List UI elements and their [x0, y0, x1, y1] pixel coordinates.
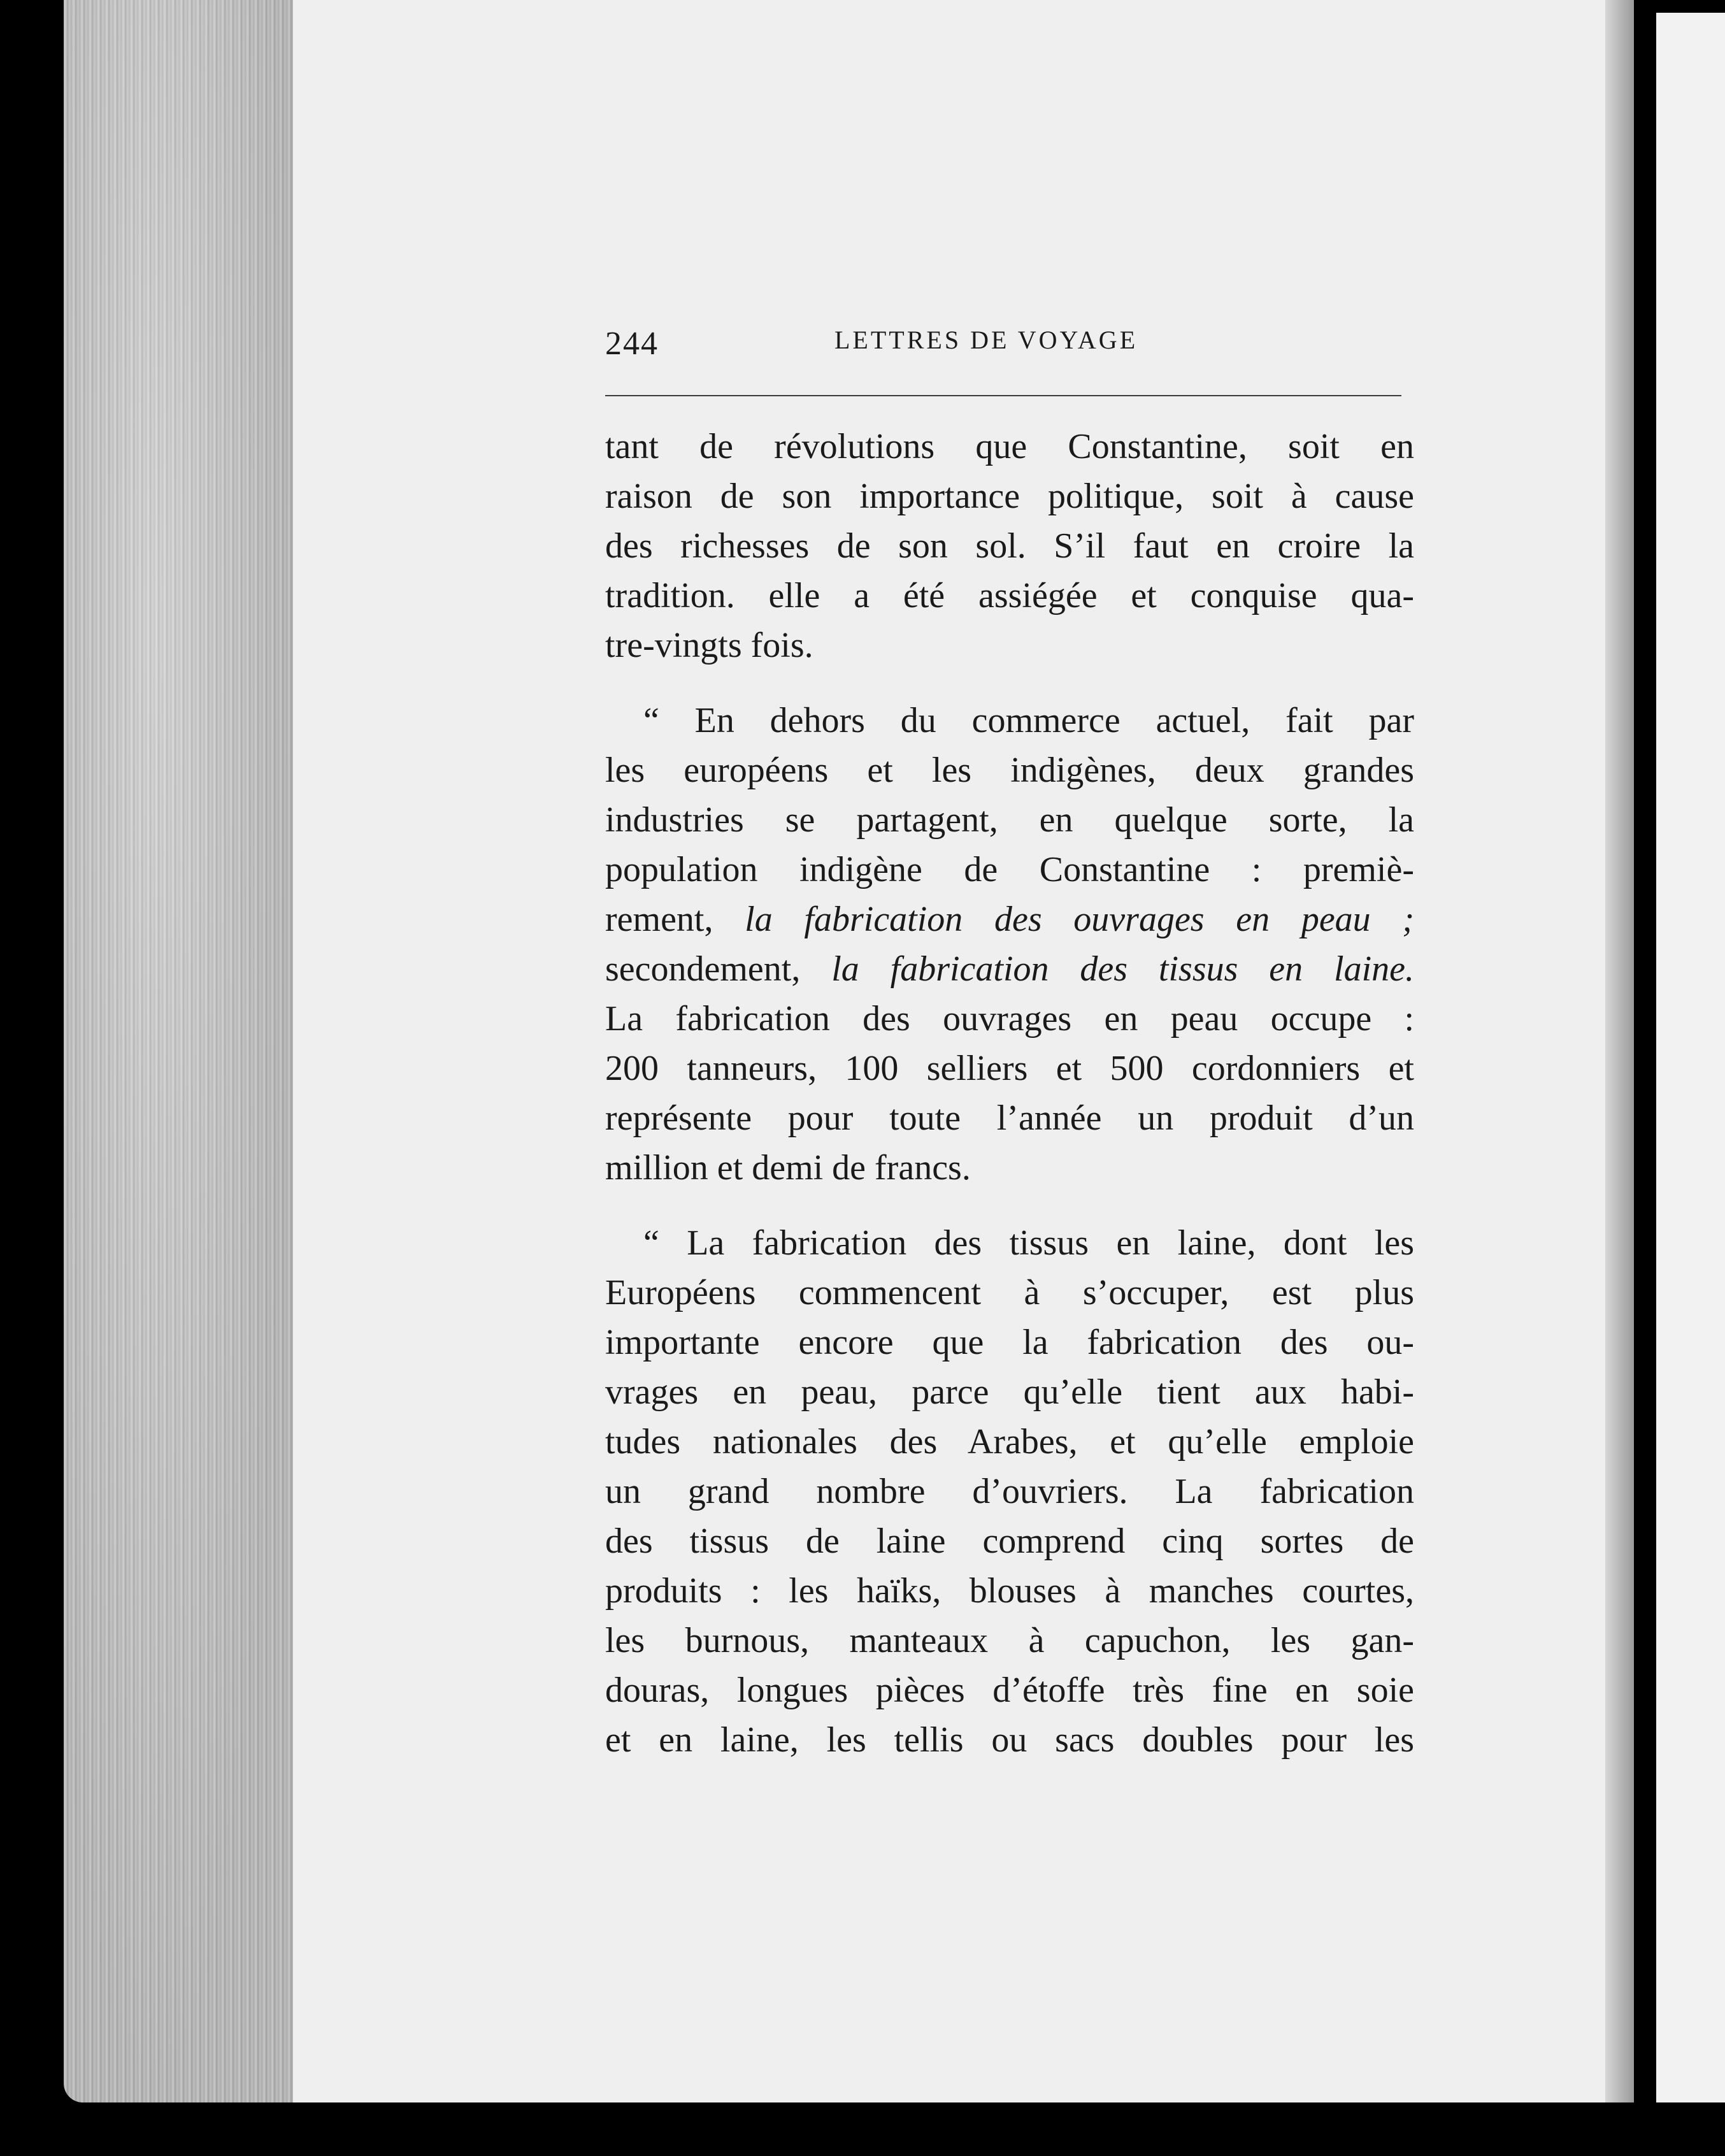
paragraph-3 — [605, 1218, 1414, 1765]
text-line: représente pour toute l’année un produit d’un — [605, 1098, 1414, 1138]
text-line: “ La fabrication des tissus en laine, dont les — [643, 1223, 1414, 1263]
text-line: 200 tanneurs, 100 selliers et 500 cordonniers et — [605, 1049, 1414, 1088]
text-line: importante encore que la fabrication des ou- — [605, 1323, 1414, 1362]
text-line-mixed — [605, 895, 1414, 944]
scan-border — [0, 2102, 1725, 2156]
text-line: population indigène de Constantine : premiè- — [605, 850, 1414, 889]
text-line-mixed — [605, 944, 1414, 994]
text-line: Européens commencent à s’occuper, est plus — [605, 1273, 1414, 1312]
italic-text: la fabrication des tissus en laine. — [831, 949, 1414, 989]
running-title: LETTRES DE VOYAGE — [834, 326, 1138, 354]
text-line: douras, longues pièces d’étoffe très fine en soie — [605, 1671, 1414, 1710]
text-line: million et demi de francs. — [605, 1148, 971, 1188]
text-line: les burnous, manteaux à capuchon, les gan- — [605, 1621, 1414, 1660]
text-line: tre-vingts fois. — [605, 626, 813, 665]
paragraph-1 — [605, 422, 1414, 670]
book-gutter — [1605, 0, 1634, 2102]
text-line: “ En dehors du commerce actuel, fait par — [643, 701, 1414, 740]
text-line: un grand nombre d’ouvriers. La fabrication — [605, 1472, 1414, 1511]
text-block — [605, 306, 1414, 1790]
text-line: et en laine, les tellis ou sacs doubles pour les — [605, 1720, 1414, 1760]
text-line: La fabrication des ouvrages en peau occupe : — [605, 999, 1414, 1038]
text-line: industries se partagent, en quelque sorte, la — [605, 800, 1414, 840]
text-line: tant de révolutions que Constantine, soit en — [605, 427, 1414, 466]
text-segment: secondement, — [605, 949, 832, 989]
page-edges — [64, 0, 293, 2102]
page-number: 244 — [605, 326, 659, 362]
text-segment: rement, — [605, 900, 745, 939]
text-line: des richesses de son sol. S’il faut en croire la — [605, 526, 1414, 566]
text-line: tradition. elle a été assiégée et conquise qua- — [605, 576, 1414, 615]
italic-text: la fabrication des ouvrages en peau ; — [745, 900, 1415, 939]
text-line: les européens et les indigènes, deux grandes — [605, 751, 1414, 790]
text-line: des tissus de laine comprend cinq sortes de — [605, 1521, 1414, 1561]
text-line: produits : les haïks, blouses à manches courtes, — [605, 1571, 1414, 1611]
paragraph-2 — [605, 696, 1414, 1193]
text-line: vrages en peau, parce qu’elle tient aux habi- — [605, 1372, 1414, 1412]
text-line: tudes nationales des Arabes, et qu’elle emploie — [605, 1422, 1414, 1462]
running-head — [605, 306, 1414, 376]
facing-page-edge — [1656, 13, 1725, 2102]
text-line: raison de son importance politique, soit à cause — [605, 477, 1414, 516]
header-rule — [605, 395, 1401, 396]
